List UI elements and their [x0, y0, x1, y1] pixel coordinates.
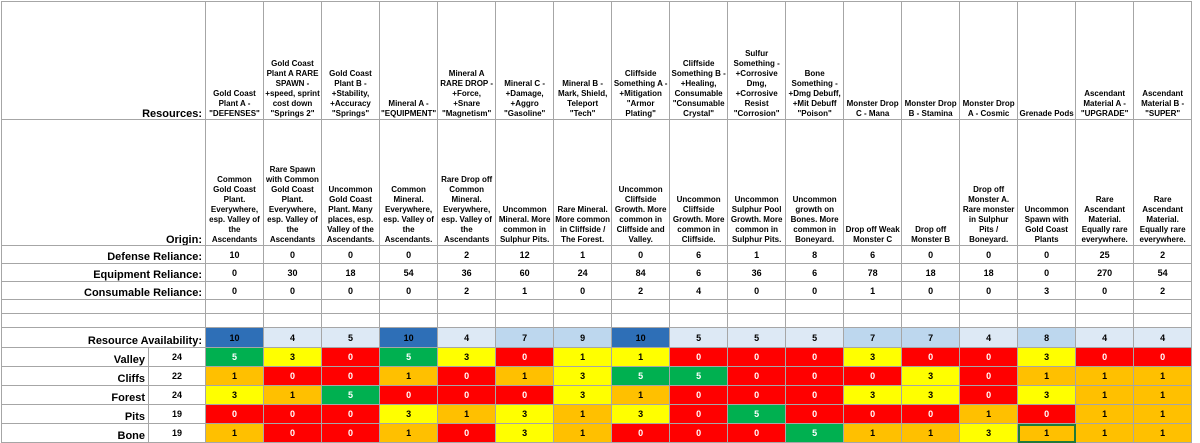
consumable-reliance-row-cell[interactable]: 2	[438, 282, 496, 300]
location-value-cell[interactable]: 3	[1018, 386, 1076, 405]
location-value-cell[interactable]: 0	[496, 348, 554, 367]
location-value-cell[interactable]: 5	[728, 405, 786, 424]
location-count[interactable]: 24	[149, 386, 206, 405]
consumable-reliance-row-cell[interactable]: 0	[380, 282, 438, 300]
defense-reliance-row-cell[interactable]: 12	[496, 246, 554, 264]
location-value-cell[interactable]: 0	[844, 367, 902, 386]
origin-row-cell[interactable]: Rare Spawn with Common Gold Coast Plant. Everywhere, esp. Valley of the Ascendants	[264, 120, 322, 246]
location-value-cell[interactable]: 3	[496, 424, 554, 443]
blank-cell[interactable]	[902, 314, 960, 328]
location-count[interactable]: 19	[149, 424, 206, 443]
location-value-cell[interactable]: 0	[322, 424, 380, 443]
consumable-reliance-row-cell[interactable]: 1	[844, 282, 902, 300]
defense-reliance-row-cell[interactable]: 0	[380, 246, 438, 264]
blank-cell[interactable]	[902, 300, 960, 314]
location-value-cell[interactable]: 1	[206, 367, 264, 386]
consumable-reliance-row-cell[interactable]: 3	[1018, 282, 1076, 300]
resources-row-cell[interactable]: Bone Something - +Dmg Debuff, +Mit Debuff "Poison"	[786, 2, 844, 120]
blank-cell[interactable]	[206, 300, 264, 314]
blank-cell[interactable]	[554, 314, 612, 328]
location-value-cell[interactable]: 3	[1018, 348, 1076, 367]
origin-row-cell[interactable]: Drop off Weak Monster C	[844, 120, 902, 246]
defense-reliance-row-cell[interactable]: 6	[670, 246, 728, 264]
blank-cell[interactable]	[612, 314, 670, 328]
consumable-reliance-row-cell[interactable]: 0	[1076, 282, 1134, 300]
origin-row-cell[interactable]: Drop off Monster B	[902, 120, 960, 246]
origin-row-cell[interactable]: Uncommon Spawn with Gold Coast Plants	[1018, 120, 1076, 246]
consumable-reliance-row-label: Consumable Reliance:	[2, 282, 206, 300]
defense-reliance-row-cell[interactable]: 1	[728, 246, 786, 264]
location-value-cell[interactable]: 0	[902, 348, 960, 367]
location-value-cell[interactable]: 3	[206, 386, 264, 405]
location-value-cell[interactable]: 0	[322, 367, 380, 386]
location-value-cell[interactable]: 0	[728, 348, 786, 367]
availability-cell[interactable]: 4	[960, 328, 1018, 348]
blank-cell[interactable]	[264, 300, 322, 314]
consumable-reliance-row-cell[interactable]: 0	[960, 282, 1018, 300]
consumable-reliance-row	[2, 282, 1192, 300]
equipment-reliance-row-cell[interactable]: 6	[670, 264, 728, 282]
location-count[interactable]: 19	[149, 405, 206, 424]
location-value-cell[interactable]: 3	[844, 348, 902, 367]
location-value-cell[interactable]: 0	[322, 348, 380, 367]
location-value-cell[interactable]: 0	[902, 405, 960, 424]
equipment-reliance-row-cell[interactable]: 270	[1076, 264, 1134, 282]
equipment-reliance-row-cell[interactable]: 18	[960, 264, 1018, 282]
blank-cell[interactable]	[1018, 300, 1076, 314]
consumable-reliance-row-cell[interactable]: 4	[670, 282, 728, 300]
blank-cell[interactable]	[960, 300, 1018, 314]
equipment-reliance-row-cell[interactable]: 24	[554, 264, 612, 282]
location-value-cell[interactable]: 3	[438, 348, 496, 367]
availability-cell[interactable]: 10	[612, 328, 670, 348]
consumable-reliance-row-cell[interactable]: 2	[1134, 282, 1192, 300]
consumable-reliance-row-cell[interactable]: 0	[786, 282, 844, 300]
location-value-cell[interactable]: 1	[960, 405, 1018, 424]
consumable-reliance-row-cell[interactable]: 0	[322, 282, 380, 300]
location-value-cell[interactable]: 5	[322, 386, 380, 405]
location-value-cell[interactable]: 1	[612, 348, 670, 367]
location-value-cell[interactable]: 1	[1134, 405, 1192, 424]
blank-cell[interactable]	[670, 314, 728, 328]
location-count[interactable]: 22	[149, 367, 206, 386]
location-value-cell[interactable]: 3	[380, 405, 438, 424]
resources-row-cell[interactable]: Grenade Pods	[1018, 2, 1076, 120]
blank-cell[interactable]	[1076, 314, 1134, 328]
resources-row-cell[interactable]: Mineral C - +Damage, +Aggro "Gasoline"	[496, 2, 554, 120]
equipment-reliance-row-cell[interactable]: 30	[264, 264, 322, 282]
defense-reliance-row-cell[interactable]: 25	[1076, 246, 1134, 264]
consumable-reliance-row-cell[interactable]: 1	[496, 282, 554, 300]
origin-row-cell[interactable]: Drop off Monster A. Rare monster in Sulphur Pits / Boneyard.	[960, 120, 1018, 246]
location-value-cell[interactable]: 5	[786, 424, 844, 443]
blank-cell[interactable]	[844, 300, 902, 314]
defense-reliance-row-cell[interactable]: 0	[612, 246, 670, 264]
location-row-pits	[2, 405, 1192, 424]
location-value-cell[interactable]: 0	[670, 386, 728, 405]
equipment-reliance-row-cell[interactable]: 84	[612, 264, 670, 282]
location-row-bone	[2, 424, 1192, 443]
resources-row-cell[interactable]: Gold Coast Plant B - +Stability, +Accuracy "Springs"	[322, 2, 380, 120]
location-value-cell[interactable]: 1	[1076, 405, 1134, 424]
location-value-cell[interactable]: 3	[844, 386, 902, 405]
blank-row	[2, 314, 1192, 328]
origin-row-cell[interactable]: Common Mineral. Everywhere, esp. Valley of the Ascendants.	[380, 120, 438, 246]
availability-cell[interactable]: 5	[670, 328, 728, 348]
location-value-cell[interactable]: 1	[1134, 424, 1192, 443]
resources-row-label: Resources:	[2, 2, 206, 120]
equipment-reliance-row-cell[interactable]: 54	[380, 264, 438, 282]
location-value-cell[interactable]: 3	[612, 405, 670, 424]
location-value-cell[interactable]: 0	[728, 367, 786, 386]
blank-cell[interactable]	[322, 314, 380, 328]
equipment-reliance-row-cell[interactable]: 6	[786, 264, 844, 282]
defense-reliance-row-cell[interactable]: 0	[902, 246, 960, 264]
resources-row	[2, 2, 1192, 120]
equipment-reliance-row-cell[interactable]: 54	[1134, 264, 1192, 282]
blank-cell[interactable]	[1134, 300, 1192, 314]
location-value-cell[interactable]: 1	[380, 424, 438, 443]
blank-cell[interactable]	[206, 314, 264, 328]
consumable-reliance-row-cell[interactable]: 0	[206, 282, 264, 300]
defense-reliance-row-cell[interactable]: 10	[206, 246, 264, 264]
resources-row-cell[interactable]: Cliffside Something B - +Healing, Consumable "Consumable Crystal"	[670, 2, 728, 120]
location-value-cell[interactable]: 0	[786, 367, 844, 386]
origin-row-cell[interactable]: Uncommon Sulphur Pool Growth. More common in Sulphur Pits.	[728, 120, 786, 246]
location-value-cell[interactable]: 0	[728, 424, 786, 443]
defense-reliance-row-cell[interactable]: 2	[438, 246, 496, 264]
blank-cell[interactable]	[496, 314, 554, 328]
location-name: Pits	[2, 405, 149, 424]
availability-cell[interactable]: 10	[206, 328, 264, 348]
location-value-cell[interactable]: 0	[264, 424, 322, 443]
resource-spreadsheet	[1, 1, 1192, 443]
blank-cell[interactable]	[728, 314, 786, 328]
location-value-cell[interactable]: 1	[1134, 367, 1192, 386]
location-value-cell[interactable]: 0	[786, 348, 844, 367]
resources-row-cell[interactable]: Gold Coast Plant A RARE SPAWN - +speed, sprint cost down "Springs 2"	[264, 2, 322, 120]
defense-reliance-row-cell[interactable]: 2	[1134, 246, 1192, 264]
location-value-cell[interactable]: 3	[496, 405, 554, 424]
location-value-cell[interactable]: 0	[960, 386, 1018, 405]
location-value-cell[interactable]: 1	[206, 424, 264, 443]
consumable-reliance-row-cell[interactable]: 0	[902, 282, 960, 300]
resources-row-cell[interactable]: Monster Drop A - Cosmic	[960, 2, 1018, 120]
location-value-cell[interactable]: 1	[1018, 424, 1076, 443]
blank-cell[interactable]	[2, 300, 206, 314]
equipment-reliance-row-label: Equipment Reliance:	[2, 264, 206, 282]
location-row-cliffs	[2, 367, 1192, 386]
equipment-reliance-row-cell[interactable]: 36	[438, 264, 496, 282]
location-value-cell[interactable]: 5	[612, 367, 670, 386]
location-value-cell[interactable]: 1	[1018, 367, 1076, 386]
location-value-cell[interactable]: 0	[786, 386, 844, 405]
location-value-cell[interactable]: 0	[786, 405, 844, 424]
origin-row-cell[interactable]: Uncommon Cliffside Growth. More common in Cliffside.	[670, 120, 728, 246]
location-value-cell[interactable]: 1	[1076, 386, 1134, 405]
location-value-cell[interactable]: 1	[380, 367, 438, 386]
availability-cell[interactable]: 5	[728, 328, 786, 348]
availability-cell[interactable]: 10	[380, 328, 438, 348]
location-value-cell[interactable]: 0	[438, 424, 496, 443]
blank-cell[interactable]	[438, 300, 496, 314]
origin-row-cell[interactable]: Uncommon Mineral. More common in Sulphur Pits.	[496, 120, 554, 246]
availability-cell[interactable]: 4	[1134, 328, 1192, 348]
location-value-cell[interactable]: 0	[322, 405, 380, 424]
location-value-cell[interactable]: 0	[264, 405, 322, 424]
location-name: Bone	[2, 424, 149, 443]
defense-reliance-row-label: Defense Reliance:	[2, 246, 206, 264]
location-value-cell[interactable]: 0	[670, 405, 728, 424]
consumable-reliance-row-cell[interactable]: 2	[612, 282, 670, 300]
blank-cell[interactable]	[670, 300, 728, 314]
availability-cell[interactable]: 7	[844, 328, 902, 348]
blank-cell[interactable]	[2, 314, 206, 328]
location-value-cell[interactable]: 1	[902, 424, 960, 443]
location-value-cell[interactable]: 0	[670, 424, 728, 443]
location-value-cell[interactable]: 3	[902, 386, 960, 405]
location-value-cell[interactable]: 5	[670, 367, 728, 386]
resources-row-cell[interactable]: Monster Drop B - Stamina	[902, 2, 960, 120]
equipment-reliance-row	[2, 264, 1192, 282]
location-row-forest	[2, 386, 1192, 405]
location-value-cell[interactable]: 0	[844, 405, 902, 424]
resources-row-cell[interactable]: Mineral B - Mark, Shield, Teleport "Tech"	[554, 2, 612, 120]
blank-row	[2, 300, 1192, 314]
equipment-reliance-row-cell[interactable]: 18	[322, 264, 380, 282]
availability-cell[interactable]: 7	[902, 328, 960, 348]
blank-cell[interactable]	[728, 300, 786, 314]
blank-cell[interactable]	[322, 300, 380, 314]
origin-row-cell[interactable]: Uncommon Gold Coast Plant. Many places, esp. Valley of the Ascendants.	[322, 120, 380, 246]
location-value-cell[interactable]: 0	[380, 386, 438, 405]
location-name: Valley	[2, 348, 149, 367]
availability-cell[interactable]: 5	[786, 328, 844, 348]
location-value-cell[interactable]: 1	[1134, 386, 1192, 405]
availability-cell[interactable]: 4	[264, 328, 322, 348]
availability-cell[interactable]: 4	[438, 328, 496, 348]
location-value-cell[interactable]: 0	[496, 386, 554, 405]
location-value-cell[interactable]: 3	[902, 367, 960, 386]
blank-cell[interactable]	[438, 314, 496, 328]
blank-cell[interactable]	[960, 314, 1018, 328]
location-value-cell[interactable]: 0	[264, 367, 322, 386]
origin-row-cell[interactable]: Rare Ascendant Material. Equally rare everywhere.	[1076, 120, 1134, 246]
equipment-reliance-row-cell[interactable]: 0	[1018, 264, 1076, 282]
location-value-cell[interactable]: 0	[612, 424, 670, 443]
location-value-cell[interactable]: 1	[438, 405, 496, 424]
origin-row-cell[interactable]: Rare Ascendant Material. Equally rare everywhere.	[1134, 120, 1192, 246]
blank-cell[interactable]	[1134, 314, 1192, 328]
origin-row-cell[interactable]: Rare Mineral. More common in Cliffside / The Forest.	[554, 120, 612, 246]
blank-cell[interactable]	[844, 314, 902, 328]
location-value-cell[interactable]: 0	[438, 386, 496, 405]
location-value-cell[interactable]: 3	[960, 424, 1018, 443]
location-value-cell[interactable]: 0	[206, 405, 264, 424]
location-value-cell[interactable]: 1	[264, 386, 322, 405]
resources-row-cell[interactable]: Mineral A - "EQUIPMENT"	[380, 2, 438, 120]
defense-reliance-row	[2, 246, 1192, 264]
location-value-cell[interactable]: 0	[1134, 348, 1192, 367]
blank-cell[interactable]	[554, 300, 612, 314]
availability-row-label: Resource Availability:	[2, 328, 206, 348]
equipment-reliance-row-cell[interactable]: 18	[902, 264, 960, 282]
location-value-cell[interactable]: 0	[438, 367, 496, 386]
resources-row-cell[interactable]: Cliffside Something A - +Mitigation "Armor Plating"	[612, 2, 670, 120]
location-count[interactable]: 24	[149, 348, 206, 367]
location-value-cell[interactable]: 0	[960, 348, 1018, 367]
availability-cell[interactable]: 8	[1018, 328, 1076, 348]
equipment-reliance-row-cell[interactable]: 0	[206, 264, 264, 282]
blank-cell[interactable]	[264, 314, 322, 328]
equipment-reliance-row-cell[interactable]: 60	[496, 264, 554, 282]
availability-cell[interactable]: 7	[496, 328, 554, 348]
location-value-cell[interactable]: 0	[670, 348, 728, 367]
location-row-valley	[2, 348, 1192, 367]
location-value-cell[interactable]: 5	[206, 348, 264, 367]
location-value-cell[interactable]: 1	[612, 386, 670, 405]
location-value-cell[interactable]: 1	[844, 424, 902, 443]
equipment-reliance-row-cell[interactable]: 78	[844, 264, 902, 282]
location-value-cell[interactable]: 1	[554, 424, 612, 443]
resources-row-cell[interactable]: Ascendant Material B - "SUPER"	[1134, 2, 1192, 120]
defense-reliance-row-cell[interactable]: 0	[1018, 246, 1076, 264]
location-value-cell[interactable]: 1	[554, 405, 612, 424]
defense-reliance-row-cell[interactable]: 1	[554, 246, 612, 264]
availability-row	[2, 328, 1192, 348]
spreadsheet-body	[2, 2, 1192, 443]
location-value-cell[interactable]: 1	[496, 367, 554, 386]
resources-row-cell[interactable]: Monster Drop C - Mana	[844, 2, 902, 120]
resources-row-cell[interactable]: Gold Coast Plant A - "DEFENSES"	[206, 2, 264, 120]
location-value-cell[interactable]: 0	[728, 386, 786, 405]
location-value-cell[interactable]: 5	[380, 348, 438, 367]
blank-cell[interactable]	[380, 300, 438, 314]
origin-row-cell[interactable]: Uncommon Cliffside Growth. More common in Cliffside and Valley.	[612, 120, 670, 246]
consumable-reliance-row-cell[interactable]: 0	[554, 282, 612, 300]
origin-row-cell[interactable]: Uncommon growth on Bones. More common in Boneyard.	[786, 120, 844, 246]
location-value-cell[interactable]: 1	[1076, 367, 1134, 386]
location-value-cell[interactable]: 3	[554, 386, 612, 405]
location-value-cell[interactable]: 3	[264, 348, 322, 367]
location-value-cell[interactable]: 1	[554, 348, 612, 367]
origin-row-cell[interactable]: Common Gold Coast Plant. Everywhere, esp. Valley of the Ascendants	[206, 120, 264, 246]
consumable-reliance-row-cell[interactable]: 0	[728, 282, 786, 300]
location-name: Cliffs	[2, 367, 149, 386]
location-value-cell[interactable]: 1	[1076, 424, 1134, 443]
location-value-cell[interactable]: 0	[1018, 405, 1076, 424]
resources-row-cell[interactable]: Ascendant Material A - "UPGRADE"	[1076, 2, 1134, 120]
origin-row-label: Origin:	[2, 120, 206, 246]
blank-cell[interactable]	[1076, 300, 1134, 314]
origin-row-cell[interactable]: Rare Drop off Common Mineral. Everywhere, esp. Valley of the Ascendants	[438, 120, 496, 246]
blank-cell[interactable]	[1018, 314, 1076, 328]
defense-reliance-row-cell[interactable]: 0	[322, 246, 380, 264]
blank-cell[interactable]	[380, 314, 438, 328]
defense-reliance-row-cell[interactable]: 0	[960, 246, 1018, 264]
defense-reliance-row-cell[interactable]: 0	[264, 246, 322, 264]
defense-reliance-row-cell[interactable]: 6	[844, 246, 902, 264]
availability-cell[interactable]: 9	[554, 328, 612, 348]
location-value-cell[interactable]: 0	[1076, 348, 1134, 367]
equipment-reliance-row-cell[interactable]: 36	[728, 264, 786, 282]
availability-cell[interactable]: 4	[1076, 328, 1134, 348]
resources-row-cell[interactable]: Sulfur Something - +Corrosive Dmg, +Corrosive Resist "Corrosion"	[728, 2, 786, 120]
location-value-cell[interactable]: 3	[554, 367, 612, 386]
blank-cell[interactable]	[612, 300, 670, 314]
blank-cell[interactable]	[786, 314, 844, 328]
consumable-reliance-row-cell[interactable]: 0	[264, 282, 322, 300]
location-name: Forest	[2, 386, 149, 405]
location-value-cell[interactable]: 0	[960, 367, 1018, 386]
blank-cell[interactable]	[786, 300, 844, 314]
origin-row	[2, 120, 1192, 246]
availability-cell[interactable]: 5	[322, 328, 380, 348]
blank-cell[interactable]	[496, 300, 554, 314]
resources-row-cell[interactable]: Mineral A RARE DROP - +Force, +Snare "Magnetism"	[438, 2, 496, 120]
defense-reliance-row-cell[interactable]: 8	[786, 246, 844, 264]
